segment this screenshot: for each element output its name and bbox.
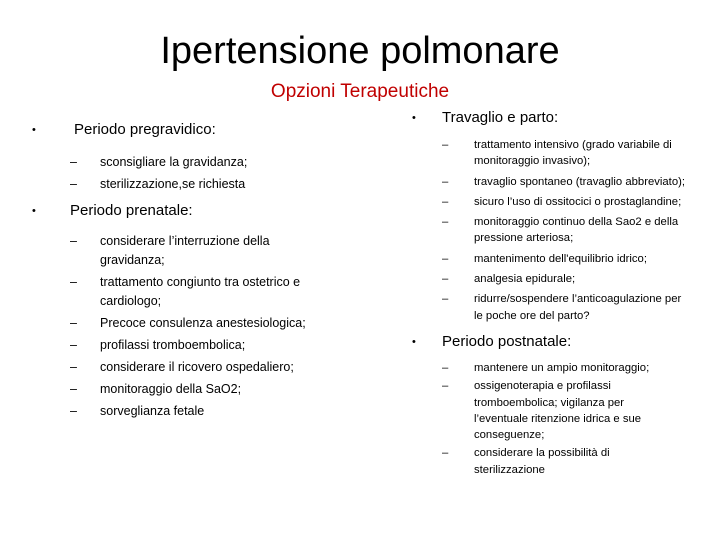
dash-icon: – — [442, 293, 449, 306]
list-item: – trattamento congiunto tra ostetrico e cardiologo; — [70, 275, 301, 308]
list-item: – considerare il ricovero ospedaliero; — [70, 358, 320, 377]
bullet-icon: • — [412, 112, 416, 124]
list-item: – considerare la possibilità di sterilizzazione — [442, 447, 610, 476]
dash-icon: – — [442, 273, 449, 286]
list-item: – profilassi tromboembolica; — [70, 336, 320, 355]
dash-icon: – — [442, 380, 449, 393]
list-item: – ridurre/sospendere l’anticoagulazione per le poche ore del parto? — [442, 293, 682, 322]
list-item: – Precoce consulenza anestesiologica; — [70, 314, 320, 333]
prenatale-list — [28, 232, 320, 421]
list-item: – considerare l’interruzione della gravidanza; — [70, 234, 270, 267]
section-heading: Periodo prenatale: — [70, 202, 193, 219]
bullet-icon: • — [412, 335, 416, 348]
dash-icon: – — [70, 360, 77, 374]
pregravidico-list — [28, 153, 348, 194]
list-item: – ossigenoterapia e profilassi tromboembolica; vigilanza per l’eventuale ritenzione idrica e sue conseguenze; — [442, 380, 642, 442]
list-item: – monitoraggio continuo della Sao2 e della pressione arteriosa; — [442, 216, 679, 245]
bullet-icon: • — [32, 124, 36, 136]
bullet-icon: • — [32, 205, 36, 217]
dash-icon: – — [442, 139, 449, 151]
dash-icon: – — [70, 177, 77, 191]
slide-title: Ipertensione polmonare — [160, 30, 560, 72]
list-item: – monitoraggio della SaO2; — [70, 380, 320, 399]
list-item: – sicuro l’uso di ossitocici o prostaglandine; — [442, 194, 692, 210]
left-column — [28, 120, 348, 421]
dash-icon: – — [70, 316, 77, 330]
section-postnatale — [412, 332, 702, 352]
travaglio-list — [412, 137, 692, 324]
dash-icon: – — [442, 175, 449, 188]
list-item: – sorveglianza fetale — [70, 402, 320, 421]
postnatale-list — [412, 360, 692, 478]
dash-icon: – — [70, 338, 77, 352]
dash-icon: – — [70, 404, 77, 418]
dash-icon: – — [442, 252, 449, 265]
list-item: – travaglio spontaneo (travaglio abbreviato); — [442, 174, 692, 190]
list-item: – sconsigliare la gravidanza; — [70, 153, 348, 172]
list-item: – mantenere un ampio monitoraggio; — [442, 360, 692, 376]
slide-subtitle: Opzioni Terapeutiche — [270, 81, 450, 102]
list-item: – analgesia epidurale; — [442, 271, 692, 287]
section-heading: Periodo pregravidico: — [74, 121, 216, 138]
right-column — [412, 108, 702, 478]
section-prenatale — [28, 201, 348, 221]
dash-icon: – — [442, 447, 449, 460]
section-heading: Periodo postnatale: — [442, 332, 572, 350]
dash-icon: – — [70, 234, 77, 248]
section-travaglio — [412, 108, 702, 128]
dash-icon: – — [70, 275, 77, 289]
section-pregravidico — [28, 120, 348, 140]
dash-icon: – — [442, 195, 449, 208]
list-item: – trattamento intensivo (grado variabile di monitoraggio invasivo); — [442, 139, 672, 168]
dash-icon: – — [442, 216, 449, 229]
dash-icon: – — [442, 361, 449, 374]
list-item: – sterilizzazione,se richiesta — [70, 175, 348, 194]
list-item: – mantenimento dell'equilibrio idrico; — [442, 251, 692, 267]
dash-icon: – — [70, 382, 77, 396]
dash-icon: – — [70, 155, 77, 169]
section-heading: Travaglio e parto: — [442, 109, 559, 126]
